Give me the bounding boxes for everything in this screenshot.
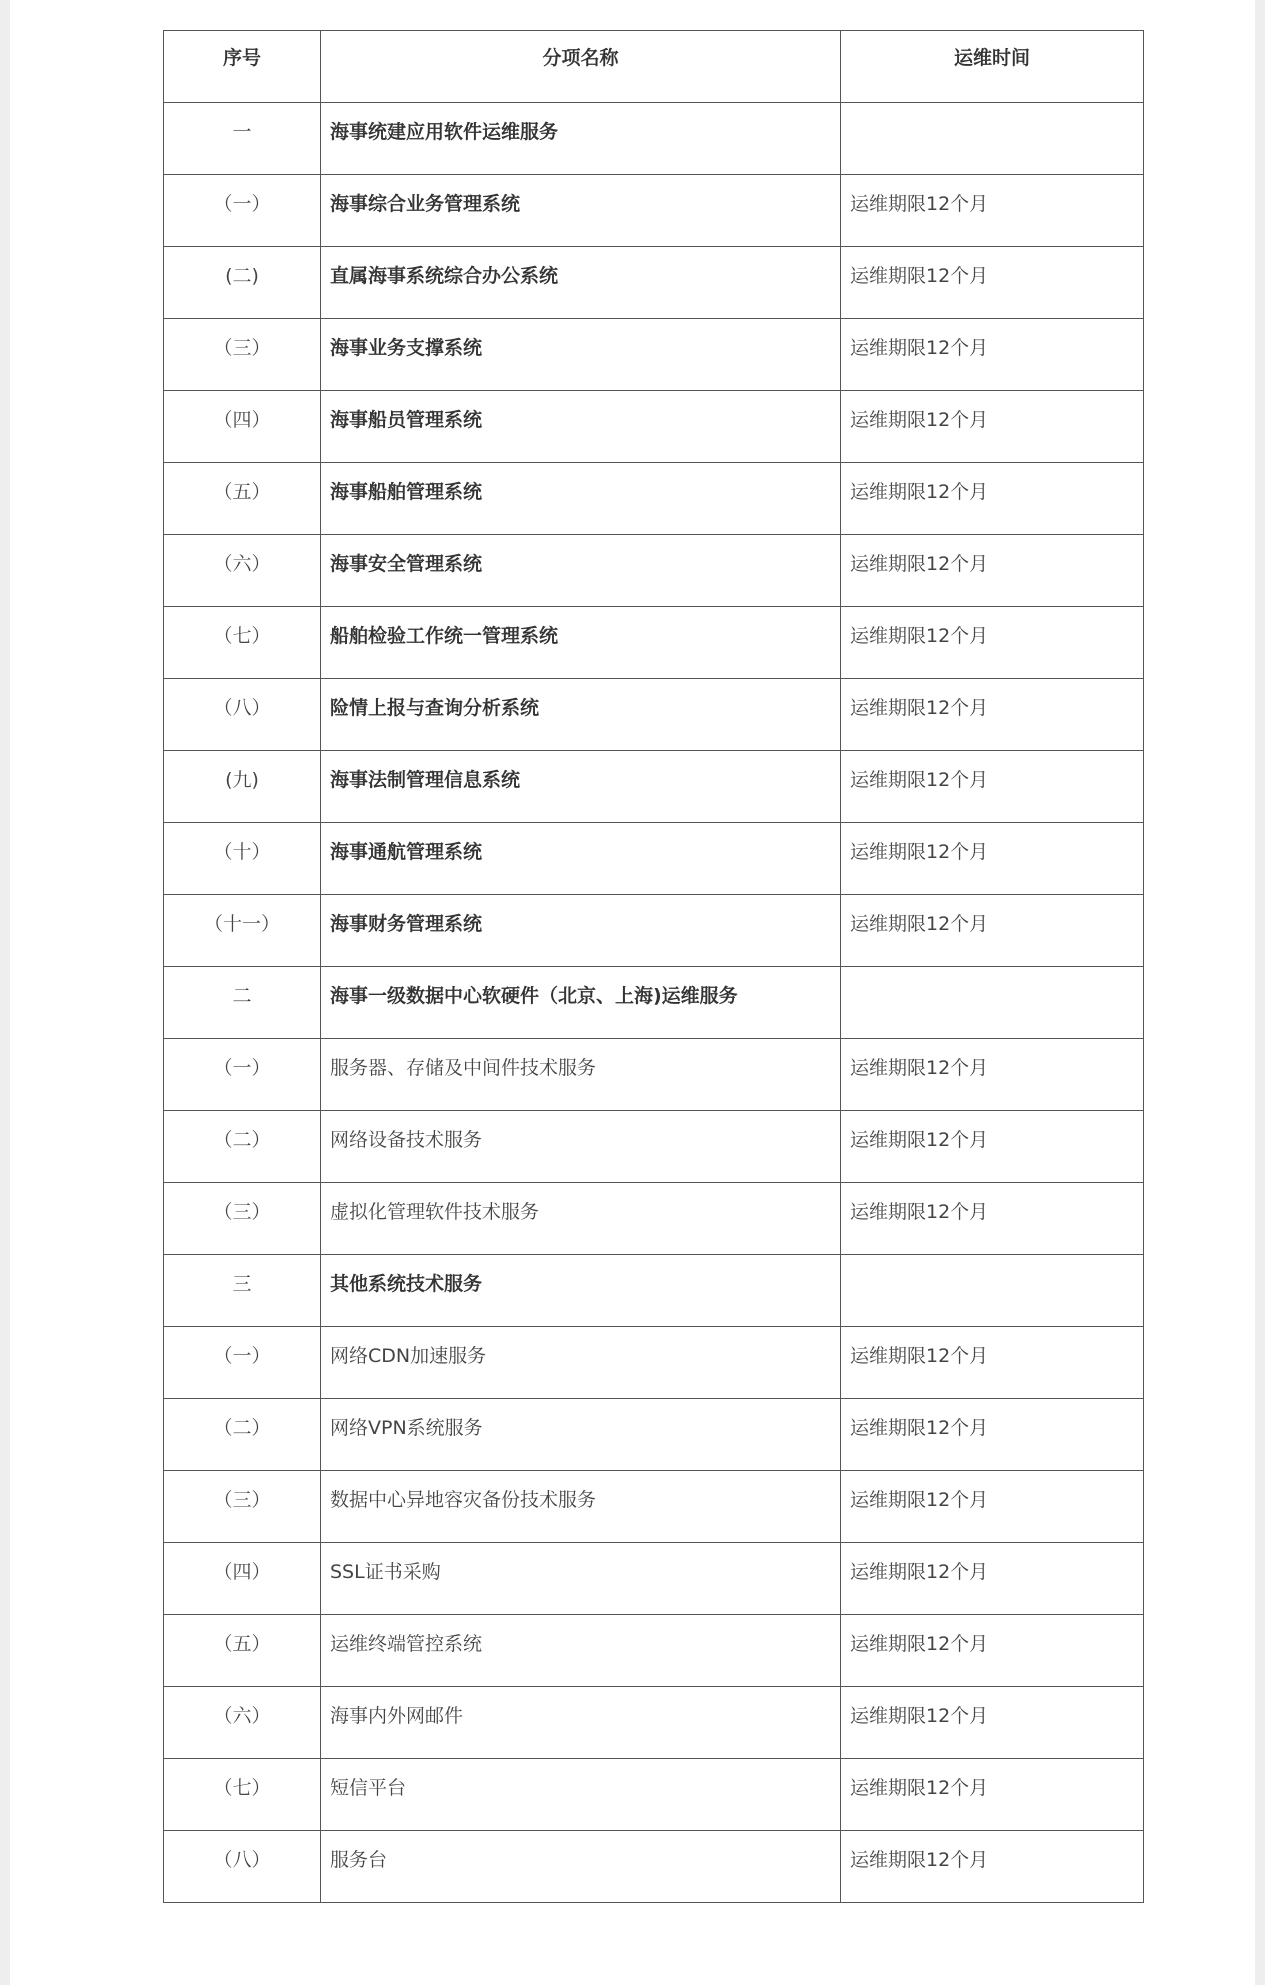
header-number: 序号	[164, 31, 321, 103]
row-number: (九)	[164, 751, 321, 823]
table-body	[164, 103, 1144, 1903]
row-number: （五）	[164, 1615, 321, 1687]
service-time: 运维期限12个月	[841, 1399, 1144, 1471]
table-row	[164, 1471, 1144, 1543]
table-row	[164, 1831, 1144, 1903]
header-row	[164, 31, 1144, 103]
item-name: 海事法制管理信息系统	[321, 751, 841, 823]
row-number: 二	[164, 967, 321, 1039]
row-number: 一	[164, 103, 321, 175]
service-time: 运维期限12个月	[841, 391, 1144, 463]
row-number: （七）	[164, 607, 321, 679]
row-number: （五）	[164, 463, 321, 535]
table-row	[164, 175, 1144, 247]
service-time: 运维期限12个月	[841, 463, 1144, 535]
table-row	[164, 1183, 1144, 1255]
section-row	[164, 103, 1144, 175]
item-name: 服务器、存储及中间件技术服务	[321, 1039, 841, 1111]
table-row	[164, 1687, 1144, 1759]
table-row	[164, 1759, 1144, 1831]
item-name: 海事财务管理系统	[321, 895, 841, 967]
item-name: 海事安全管理系统	[321, 535, 841, 607]
item-name: 网络CDN加速服务	[321, 1327, 841, 1399]
row-number: （十）	[164, 823, 321, 895]
item-name: 其他系统技术服务	[321, 1255, 841, 1327]
service-time: 运维期限12个月	[841, 895, 1144, 967]
service-time: 运维期限12个月	[841, 535, 1144, 607]
service-time: 运维期限12个月	[841, 823, 1144, 895]
row-number: （一）	[164, 1327, 321, 1399]
service-time: 运维期限12个月	[841, 1327, 1144, 1399]
item-name: 海事统建应用软件运维服务	[321, 103, 841, 175]
row-number: （六）	[164, 1687, 321, 1759]
item-name: 服务台	[321, 1831, 841, 1903]
row-number: （三）	[164, 1183, 321, 1255]
service-time: 运维期限12个月	[841, 751, 1144, 823]
item-name: 虚拟化管理软件技术服务	[321, 1183, 841, 1255]
item-name: 险情上报与查询分析系统	[321, 679, 841, 751]
item-name: 短信平台	[321, 1759, 841, 1831]
service-time: 运维期限12个月	[841, 1183, 1144, 1255]
service-time: 运维期限12个月	[841, 1687, 1144, 1759]
service-time	[841, 967, 1144, 1039]
table-row	[164, 463, 1144, 535]
section-row	[164, 967, 1144, 1039]
row-number: （三）	[164, 1471, 321, 1543]
service-time	[841, 103, 1144, 175]
item-name: 海事通航管理系统	[321, 823, 841, 895]
table-row	[164, 391, 1144, 463]
table-row	[164, 319, 1144, 391]
item-name: 网络设备技术服务	[321, 1111, 841, 1183]
table-row	[164, 751, 1144, 823]
table-row	[164, 895, 1144, 967]
table-row	[164, 823, 1144, 895]
header-item-name: 分项名称	[321, 31, 841, 103]
table-row	[164, 607, 1144, 679]
row-number: （一）	[164, 1039, 321, 1111]
row-number: 三	[164, 1255, 321, 1327]
table-row	[164, 1399, 1144, 1471]
service-time: 运维期限12个月	[841, 1831, 1144, 1903]
table-row	[164, 1615, 1144, 1687]
row-number: （七）	[164, 1759, 321, 1831]
item-name: 海事内外网邮件	[321, 1687, 841, 1759]
row-number: (二)	[164, 247, 321, 319]
row-number: （二）	[164, 1399, 321, 1471]
item-name: 数据中心异地容灾备份技术服务	[321, 1471, 841, 1543]
service-time: 运维期限12个月	[841, 1111, 1144, 1183]
service-time: 运维期限12个月	[841, 1759, 1144, 1831]
item-name: 海事综合业务管理系统	[321, 175, 841, 247]
row-number: （一）	[164, 175, 321, 247]
item-name: 海事一级数据中心软硬件（北京、上海)运维服务	[321, 967, 841, 1039]
service-time: 运维期限12个月	[841, 1471, 1144, 1543]
service-time: 运维期限12个月	[841, 1543, 1144, 1615]
section-row	[164, 1255, 1144, 1327]
item-name: 海事船员管理系统	[321, 391, 841, 463]
row-number: （二）	[164, 1111, 321, 1183]
service-time: 运维期限12个月	[841, 607, 1144, 679]
table-row	[164, 535, 1144, 607]
item-name: SSL证书采购	[321, 1543, 841, 1615]
table-row	[164, 1543, 1144, 1615]
item-name: 网络VPN系统服务	[321, 1399, 841, 1471]
row-number: （四）	[164, 1543, 321, 1615]
row-number: （六）	[164, 535, 321, 607]
document-page	[10, 0, 1255, 1985]
item-name: 运维终端管控系统	[321, 1615, 841, 1687]
service-time: 运维期限12个月	[841, 175, 1144, 247]
row-number: （八）	[164, 1831, 321, 1903]
table-row	[164, 1327, 1144, 1399]
item-name: 海事业务支撑系统	[321, 319, 841, 391]
table-row	[164, 247, 1144, 319]
service-time: 运维期限12个月	[841, 247, 1144, 319]
row-number: （八）	[164, 679, 321, 751]
service-time: 运维期限12个月	[841, 1039, 1144, 1111]
table-row	[164, 1111, 1144, 1183]
service-time: 运维期限12个月	[841, 679, 1144, 751]
item-name: 直属海事系统综合办公系统	[321, 247, 841, 319]
item-name: 海事船舶管理系统	[321, 463, 841, 535]
header-service-time: 运维时间	[841, 31, 1144, 103]
row-number: （四）	[164, 391, 321, 463]
row-number: （三）	[164, 319, 321, 391]
table-row	[164, 679, 1144, 751]
table-header	[164, 31, 1144, 103]
service-time: 运维期限12个月	[841, 1615, 1144, 1687]
item-name: 船舶检验工作统一管理系统	[321, 607, 841, 679]
table-row	[164, 1039, 1144, 1111]
service-time: 运维期限12个月	[841, 319, 1144, 391]
row-number: （十一）	[164, 895, 321, 967]
service-table	[163, 30, 1144, 1903]
service-time	[841, 1255, 1144, 1327]
